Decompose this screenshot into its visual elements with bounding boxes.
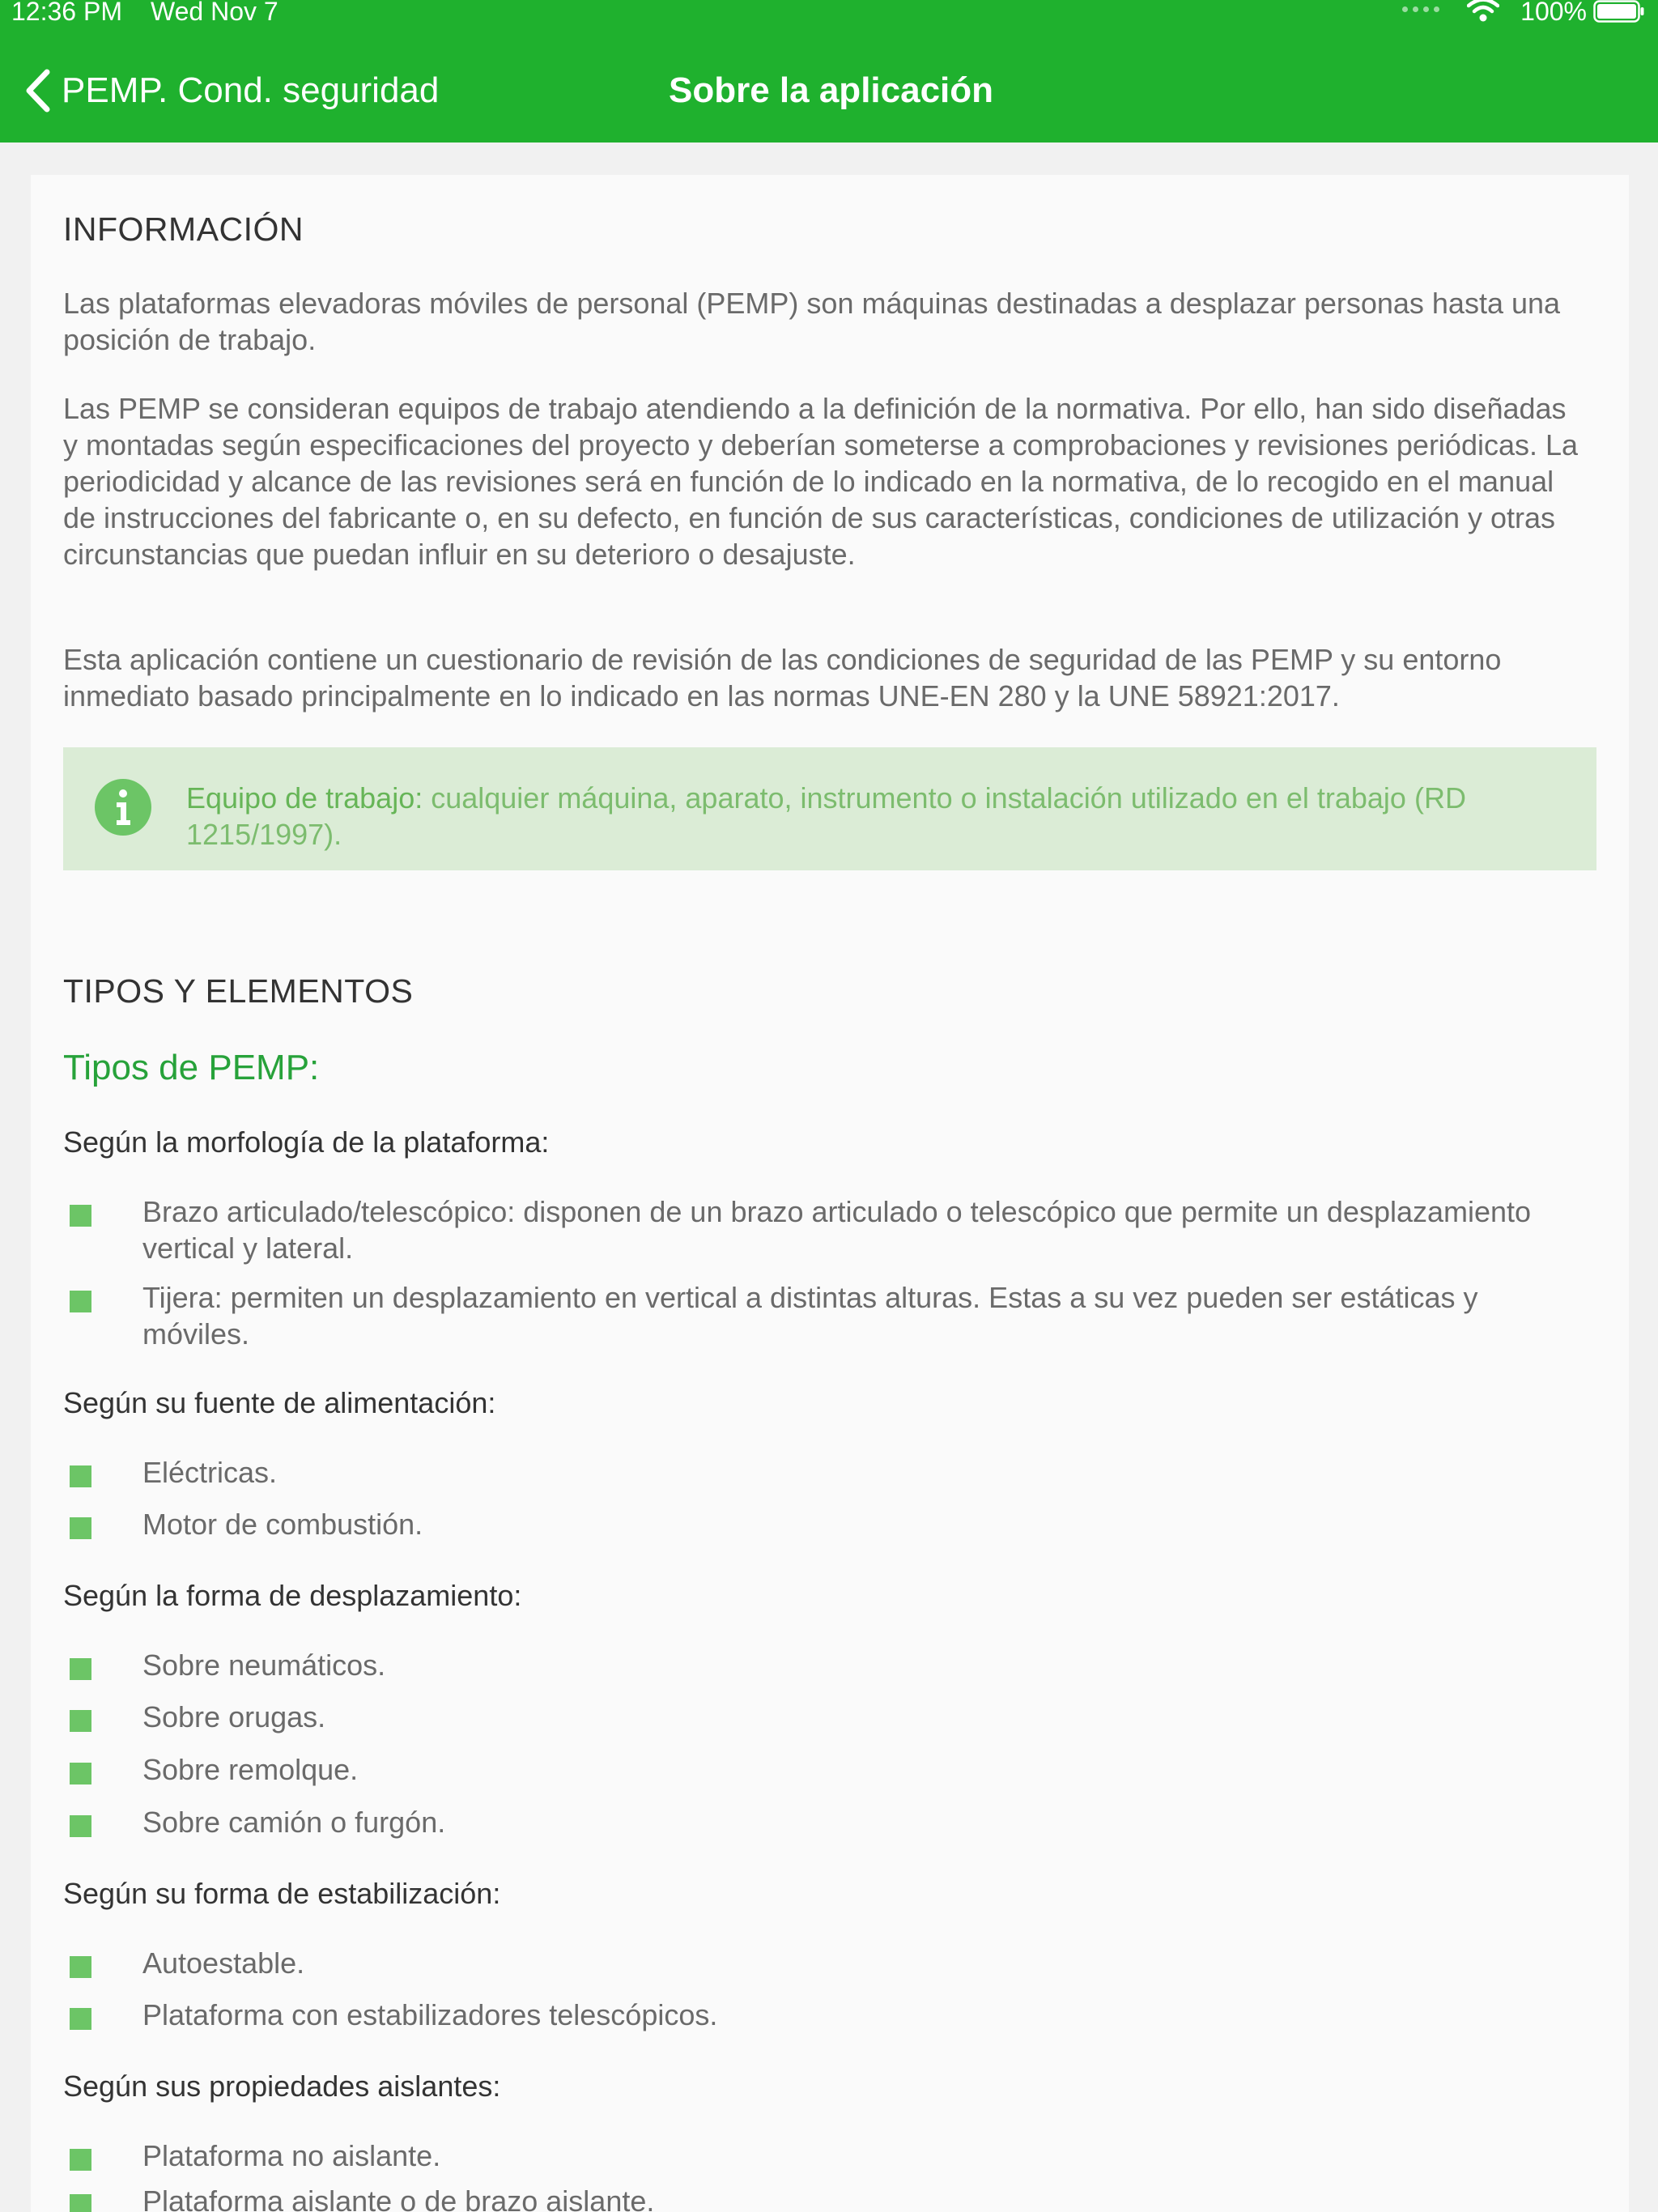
group-label: Según la forma de desplazamiento: xyxy=(63,1579,522,1612)
square-bullet-icon xyxy=(70,1517,91,1539)
list-item xyxy=(63,1506,1569,1542)
list-item xyxy=(63,1751,1569,1788)
list-item xyxy=(63,1279,1569,1352)
info-note-definition: cualquier máquina, aparato, instrumento o instalación utilizado en el trabajo (RD 1215/1997). xyxy=(186,781,1466,851)
list-item-text: Sobre orugas. xyxy=(142,1700,326,1733)
section-title-tipos: TIPOS Y ELEMENTOS xyxy=(63,972,414,1010)
paragraph: Esta aplicación contiene un cuestionario de revisión de las condiciones de seguridad de las PEMP y su entorno inmediato basado principalmente en lo indicado en las normas UNE-EN 280 y la UNE 58921:2017. xyxy=(63,643,1502,713)
list-item-text: Eléctricas. xyxy=(142,1456,278,1489)
list-item-text: Plataforma con estabilizadores telescópicos. xyxy=(142,1998,718,2031)
subsection-heading: Tipos de PEMP: xyxy=(63,1048,320,1087)
square-bullet-icon xyxy=(70,2149,91,2171)
list-item-text: Brazo articulado/telescópico: disponen de un brazo articulado o telescópico que permite un desplazamiento vertical y lateral. xyxy=(142,1195,1532,1265)
list-item-text: Tijera: permiten un desplazamiento en vertical a distintas alturas. Estas a su vez pueden ser estáticas y móviles. xyxy=(142,1281,1478,1351)
paragraph: Las plataformas elevadoras móviles de personal (PEMP) son máquinas destinadas a desplazar personas hasta una posición de trabajo. xyxy=(63,287,1561,356)
back-button[interactable] xyxy=(23,58,439,123)
status-bar xyxy=(0,0,1658,32)
group-label: Según su fuente de alimentación: xyxy=(63,1386,496,1419)
page-title: Sobre la aplicación xyxy=(669,70,994,110)
square-bullet-icon xyxy=(70,1465,91,1487)
square-bullet-icon xyxy=(70,1291,91,1312)
list-item xyxy=(63,2138,1569,2174)
group-label: Según su forma de estabilización: xyxy=(63,1877,501,1910)
square-bullet-icon xyxy=(70,1763,91,1784)
square-bullet-icon xyxy=(70,2194,91,2212)
chevron-left-icon xyxy=(23,67,52,114)
list-item xyxy=(63,1647,1569,1683)
section-title-informacion: INFORMACIÓN xyxy=(63,211,304,248)
square-bullet-icon xyxy=(70,1956,91,1978)
list-item-text: Sobre camión o furgón. xyxy=(142,1806,446,1839)
group-label: Según la morfología de la plataforma: xyxy=(63,1125,550,1159)
content-card xyxy=(31,175,1629,2212)
group-label: Según sus propiedades aislantes: xyxy=(63,2069,501,2103)
list-item xyxy=(63,1193,1569,1266)
square-bullet-icon xyxy=(70,2008,91,2030)
list-item-text: Plataforma aislante o de brazo aislante. xyxy=(142,2184,655,2212)
battery-icon xyxy=(1593,0,1645,23)
list-item-text: Plataforma no aislante. xyxy=(142,2139,441,2172)
list-item xyxy=(63,1945,1569,1981)
square-bullet-icon xyxy=(70,1815,91,1837)
list-item-text: Motor de combustión. xyxy=(142,1508,423,1541)
info-icon xyxy=(94,778,152,836)
status-date: Wed Nov 7 xyxy=(151,0,278,26)
list-item xyxy=(63,1699,1569,1735)
list-item xyxy=(63,2183,1569,2212)
square-bullet-icon xyxy=(70,1205,91,1227)
info-note-term: Equipo de trabajo: xyxy=(186,781,423,815)
header xyxy=(0,0,1658,143)
info-note xyxy=(63,747,1596,870)
cellular-signal-icon xyxy=(1402,6,1439,12)
wifi-icon xyxy=(1467,0,1499,23)
list-item-text: Autoestable. xyxy=(142,1946,305,1980)
list-item-text: Sobre neumáticos. xyxy=(142,1648,386,1682)
list-item xyxy=(63,1997,1569,2033)
square-bullet-icon xyxy=(70,1710,91,1732)
list-item xyxy=(63,1454,1569,1491)
list-item-text: Sobre remolque. xyxy=(142,1753,359,1786)
status-time: 12:36 PM xyxy=(11,0,122,26)
back-button-label: PEMP. Cond. seguridad xyxy=(62,70,440,110)
paragraph: Las PEMP se consideran equipos de trabajo atendiendo a la definición de la normativa. Por ello, han sido diseñadas y montadas según especificaciones del proyecto y deberían someterse a comprobaciones y revisiones periódicas. La periodicidad y alcance de las revisiones será en función de lo indicado en la normativa, de lo recogido en el manual de instrucciones del fabricante o, en su defecto, en función de sus características, condiciones de utilización y otras circunstancias que puedan influir en su deterioro o desajuste. xyxy=(63,392,1579,571)
battery-percentage: 100% xyxy=(1520,0,1587,26)
navigation-bar xyxy=(0,52,1658,133)
list-item xyxy=(63,1804,1569,1840)
info-note-text xyxy=(186,780,1562,853)
square-bullet-icon xyxy=(70,1658,91,1680)
